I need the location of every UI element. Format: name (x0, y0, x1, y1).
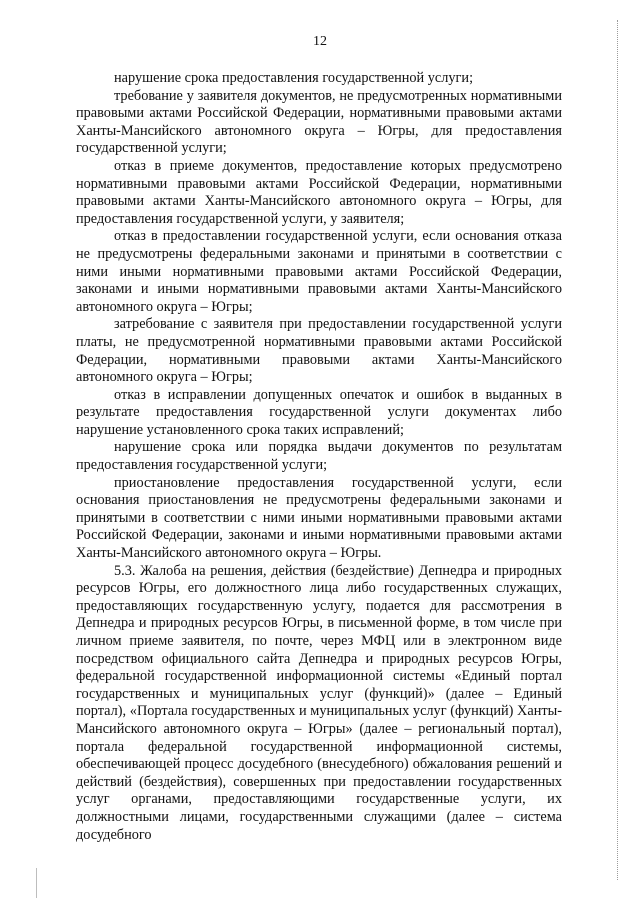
paragraph-refusal-acceptance: отказ в приеме документов, предоставление которых предусмотрено нормативными правовыми актами Российской Федерации, нормативными правовыми актами Ханты-Мансийского автономного округа – Югры, для предоставления государственной услуги, у заявителя; (76, 157, 562, 227)
scan-mark (36, 868, 39, 898)
paragraph-refusal-provision: отказ в предоставлении государственной услуги, если основания отказа не предусмотрены федеральными законами и принятыми в соответствии с ними иными нормативными правовыми актами Российской Федерации, законами и иными нормативными правовыми актами Ханты-Мансийского автономного округа – Югры; (76, 228, 562, 315)
document-body (76, 70, 562, 844)
paragraph-refusal-corrections: отказ в исправлении допущенных опечаток и ошибок в выданных в результате предоставления государственной услуги документах либо нарушение установленного срока таких исправлений; (76, 386, 562, 438)
paragraph-demand-documents: требование у заявителя документов, не предусмотренных нормативными правовыми актами Российской Федерации, нормативными правовыми актами Ханты-Мансийского автономного округа – Югры, для предоставления государственной услуги; (76, 87, 562, 157)
scan-edge-line (617, 20, 618, 880)
paragraph-violation-deadline: нарушение срока предоставления государственной услуги; (114, 70, 474, 86)
paragraph-issue-violation: нарушение срока или порядка выдачи документов по результатам предоставления государственной услуги; (76, 439, 562, 474)
paragraph-suspension: приостановление предоставления государственной услуги, если основания приостановления не предусмотрены федеральными законами и принятыми в соответствии с ними иными нормативными правовыми актами Российской Федерации, законами и иными нормативными правовыми актами Ханты-Мансийского автономного округа – Югры. (76, 474, 562, 562)
page-number: 12 (313, 34, 327, 49)
paragraph-fee-demand: затребование с заявителя при предоставлении государственной услуги платы, не предусмотренной нормативными правовыми актами Российской Федерации, нормативными правовыми актами Ханты-Мансийского автономного округа – Югры; (76, 316, 562, 386)
paragraph-section-5-3: 5.3. Жалоба на решения, действия (бездействие) Депнедра и природных ресурсов Югры, его должностного лица либо государственных служащих, предоставляющих государственную услугу, подается для рассмотрения в Депнедра и природных ресурсов Югры, в письменной форме, в том числе при личном приеме заявителя, по почте, через МФЦ или в электронном виде посредством официального сайта Депнедра и природных ресурсов Югры, федеральной государственной информационной системы «Единый портал государственных и муниципальных услуг (функций)» (далее – Единый портал), «Портала государственных и муниципальных услуг (функций) Ханты-Мансийского автономного округа – Югры» (далее – региональный портал), портала федеральной государственной информационной системы, обеспечивающей процесс досудебного (внесудебного) обжалования решений и действий (бездействия), совершенных при предоставлении государственных услуг органами, предоставляющими государственные услуги, их должностными лицами, государственными служащими (далее – система досудебного (76, 562, 562, 843)
